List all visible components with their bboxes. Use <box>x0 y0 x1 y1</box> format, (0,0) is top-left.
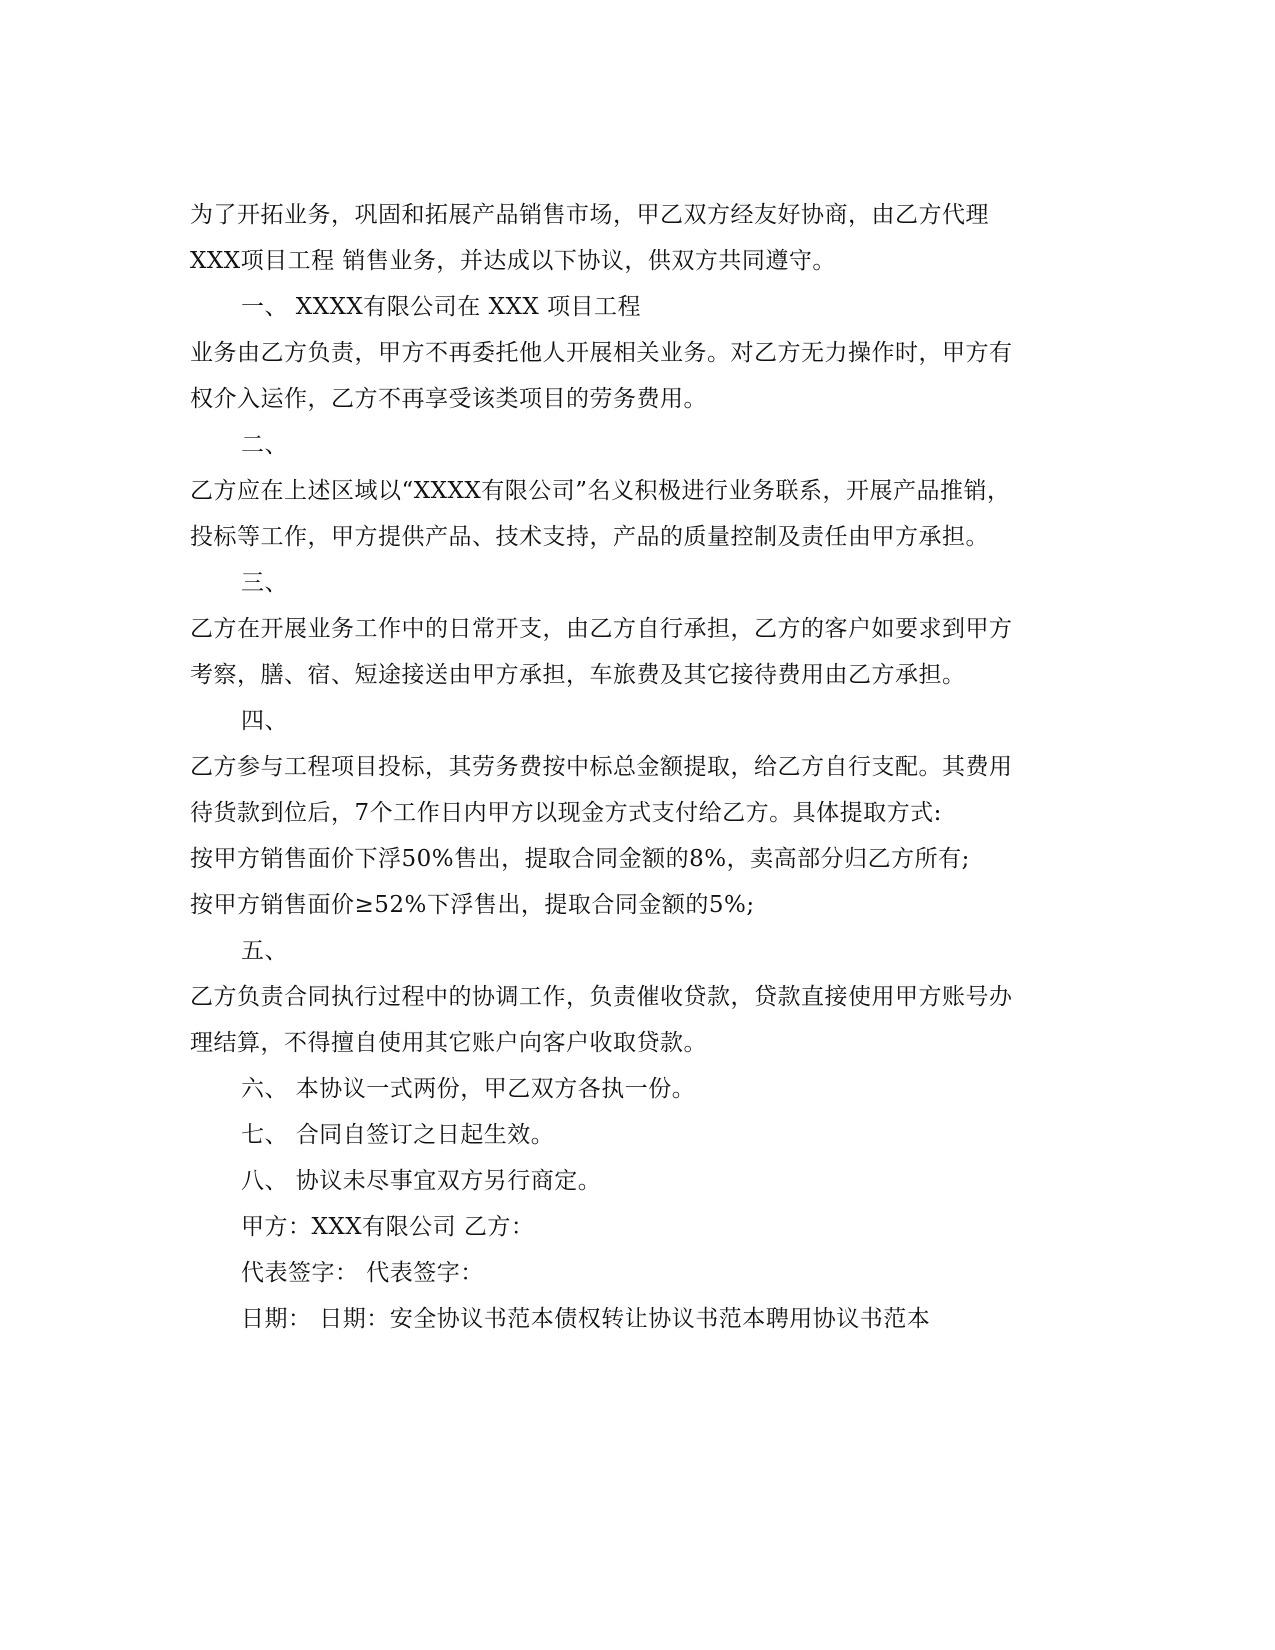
clause-2-heading: 二、 <box>241 432 288 458</box>
intro-line-2: XXX项目工程 销售业务，并达成以下协议，供双方共同遵守。 <box>190 248 836 274</box>
clause-6: 六、 本协议一式两份，甲乙双方各执一份。 <box>241 1076 696 1102</box>
clause-4-line-1: 乙方参与工程项目投标，其劳务费按中标总金额提取，给乙方自行支配。其费用 <box>190 754 1013 780</box>
parties-line: 甲方：XXX有限公司 乙方： <box>241 1214 535 1240</box>
clause-5-line-2: 理结算，不得擅自使用其它账户向客户收取贷款。 <box>190 1030 707 1056</box>
clause-2-line-2: 投标等工作，甲方提供产品、技术支持，产品的质量控制及责任由甲方承担。 <box>190 524 989 550</box>
clause-8: 八、 协议未尽事宜双方另行商定。 <box>241 1168 602 1194</box>
clause-1-heading: 一、 XXXX有限公司在 XXX 项目工程 <box>241 294 642 320</box>
clause-4-line-3: 按甲方销售面价下浮50%售出，提取合同金额的8%，卖高部分归乙方所有; <box>190 846 970 872</box>
clause-1-line-2: 权介入运作，乙方不再享受该类项目的劳务费用。 <box>190 386 707 412</box>
clause-3-heading: 三、 <box>241 570 288 596</box>
clause-7: 七、 合同自签订之日起生效。 <box>241 1122 555 1148</box>
clause-3-line-2: 考察，膳、宿、短途接送由甲方承担，车旅费及其它接待费用由乙方承担。 <box>190 662 966 688</box>
clause-4-heading: 四、 <box>241 708 288 734</box>
clause-2-line-1: 乙方应在上述区域以“XXXX有限公司”名义积极进行业务联系，开展产品推销， <box>190 478 1011 504</box>
clause-4-line-4: 按甲方销售面价≥52%下浮售出，提取合同金额的5%; <box>190 892 755 918</box>
clause-3-line-1: 乙方在开展业务工作中的日常开支，由乙方自行承担，乙方的客户如要求到甲方 <box>190 616 1013 642</box>
clause-4-line-2: 待货款到位后，7个工作日内甲方以现金方式支付给乙方。具体提取方式: <box>190 800 942 826</box>
signature-line: 代表签字： 代表签字： <box>241 1260 484 1286</box>
clause-5-heading: 五、 <box>241 938 288 964</box>
intro-line-1: 为了开拓业务，巩固和拓展产品销售市场，甲乙双方经友好协商，由乙方代理 <box>190 202 989 228</box>
date-line: 日期： 日期：安全协议书范本债权转让协议书范本聘用协议书范本 <box>241 1306 931 1332</box>
clause-1-line-1: 业务由乙方负责，甲方不再委托他人开展相关业务。对乙方无力操作时，甲方有 <box>190 340 1013 366</box>
clause-5-line-1: 乙方负责合同执行过程中的协调工作，负责催收贷款，贷款直接使用甲方账号办 <box>190 984 1013 1010</box>
